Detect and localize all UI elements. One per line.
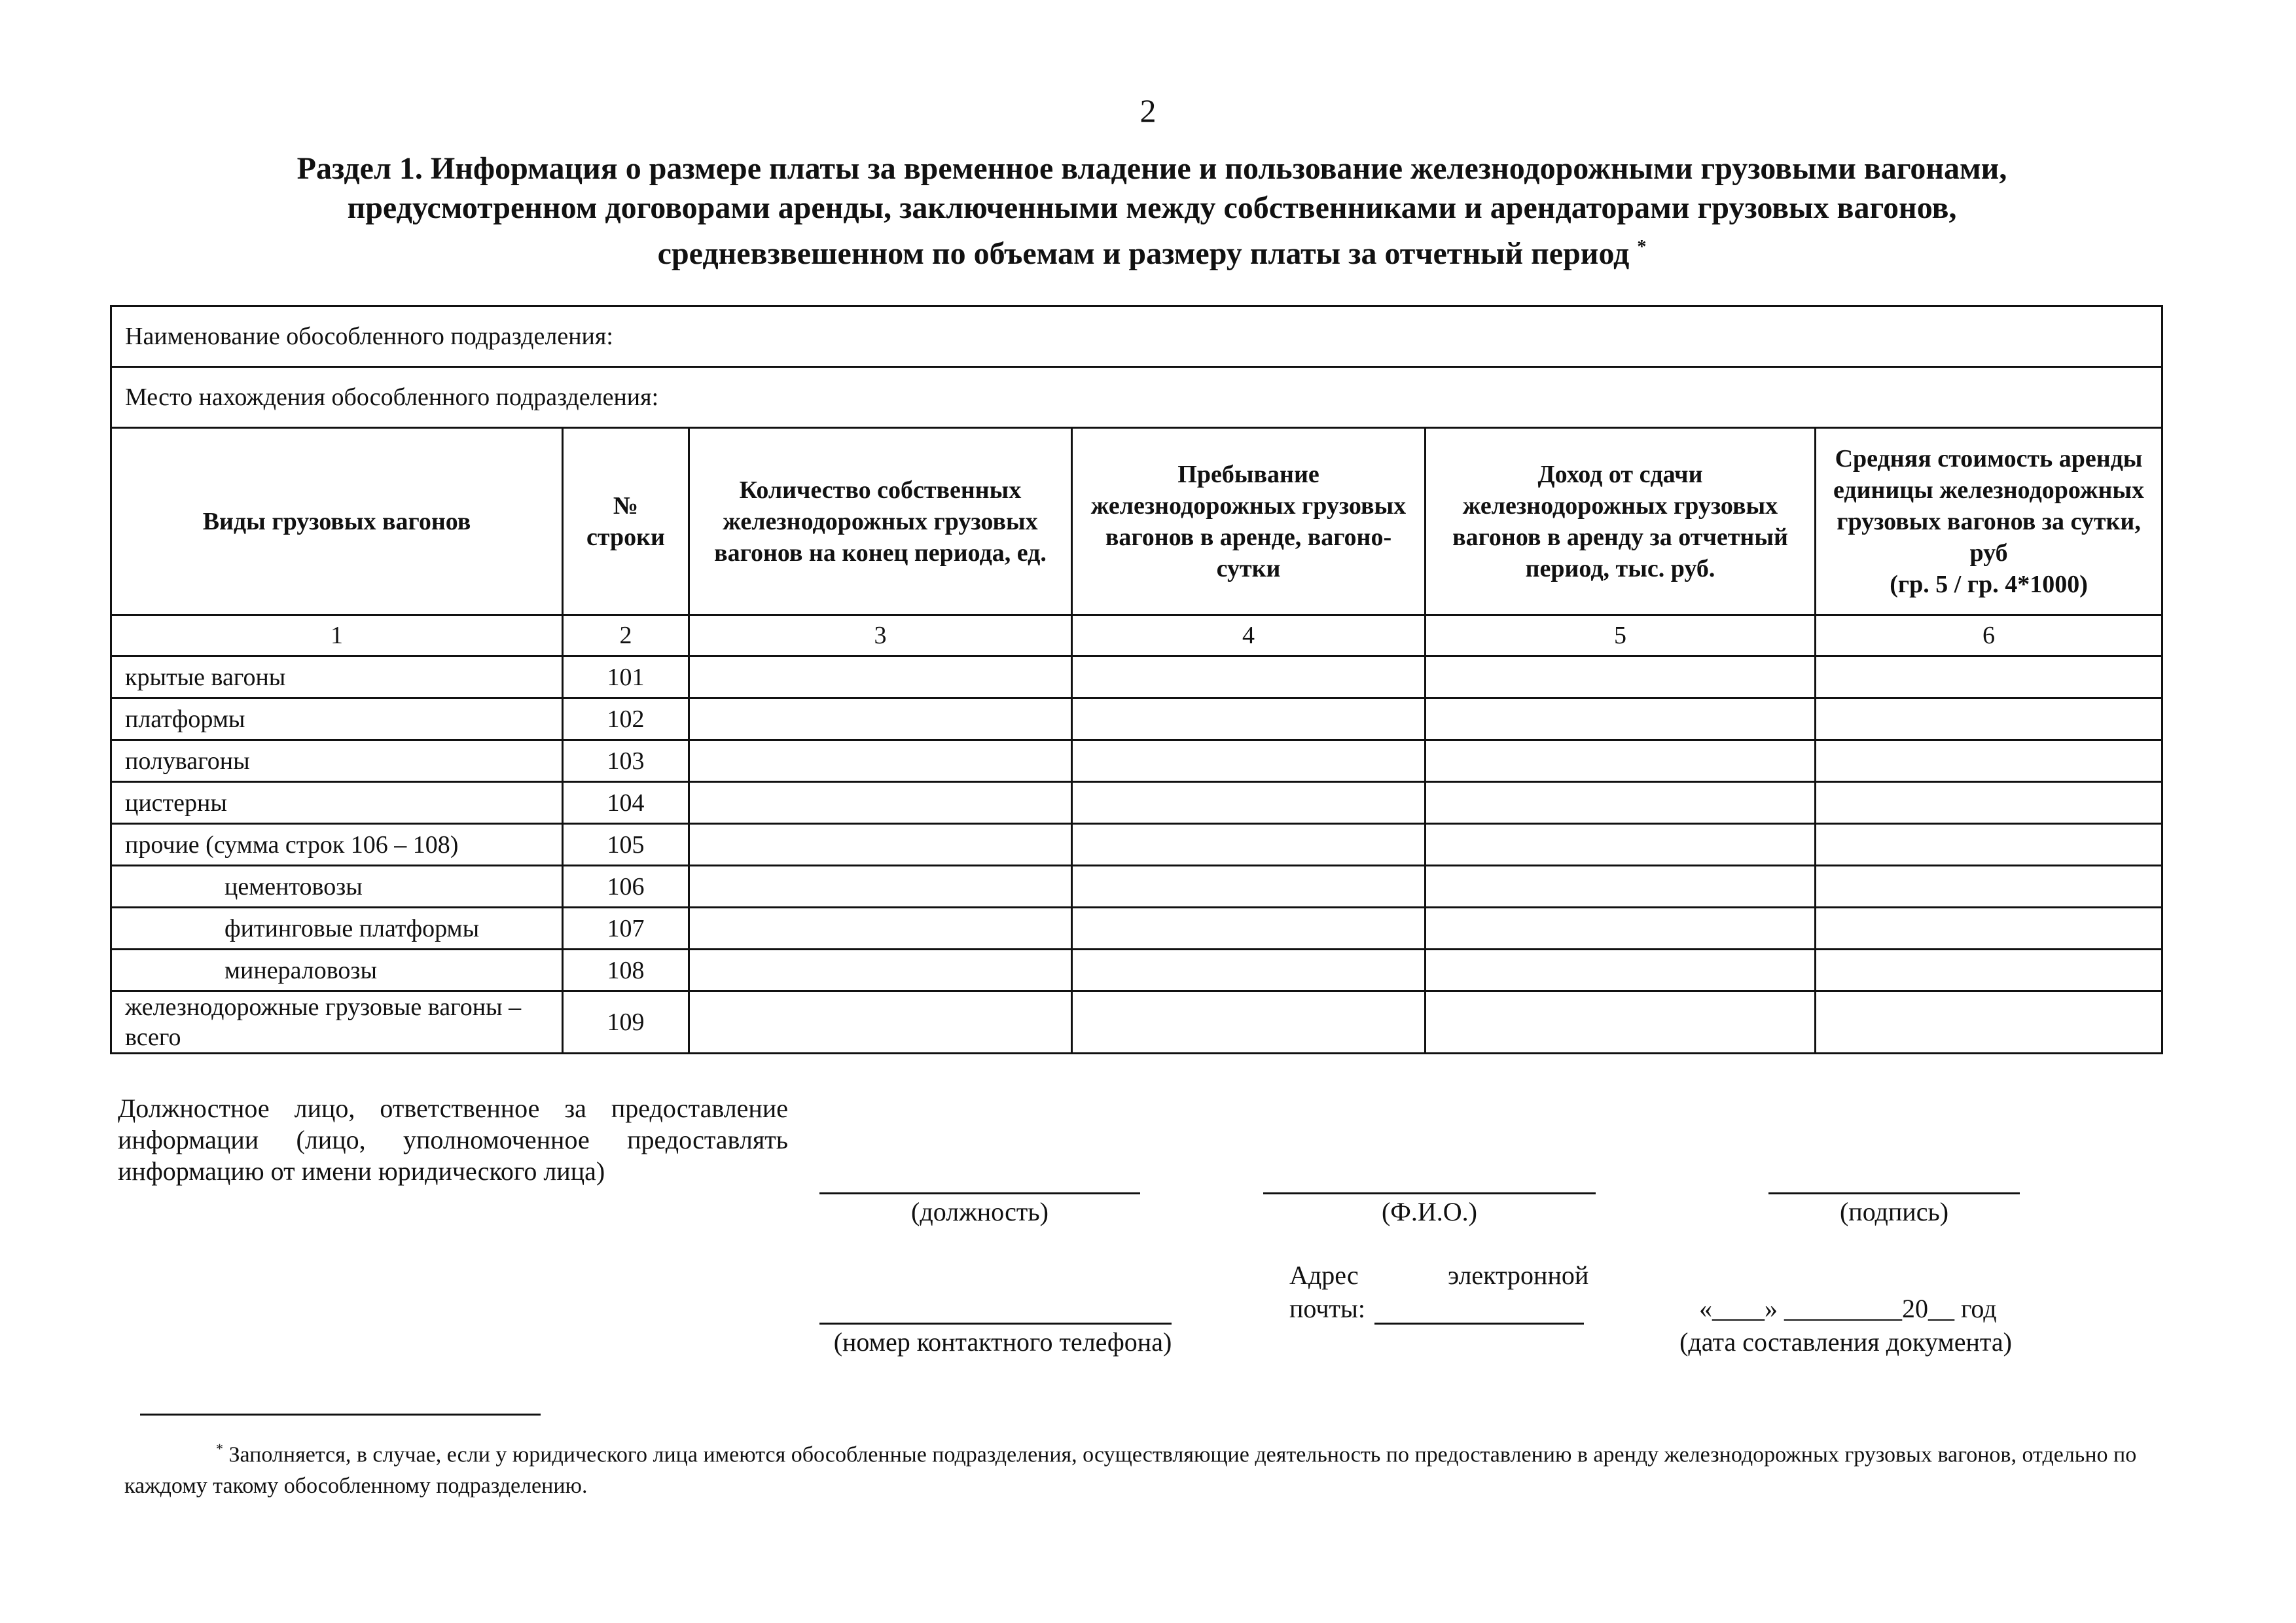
row-code: 108 [563,950,689,991]
header-wagon-days: Пребывание железнодорожных грузовых вагонов в аренде, вагоно-сутки [1072,428,1426,615]
input-cell[interactable] [689,908,1072,950]
page-number: 2 [1139,92,1157,129]
input-cell[interactable] [689,866,1072,908]
full-name-caption: (Ф.И.О.) [1381,1197,1477,1226]
row-code: 103 [563,740,689,782]
subdivision-name-row [111,306,2162,367]
footnote [124,1433,2147,1502]
column-number: 2 [563,615,689,656]
input-cell[interactable] [1816,950,2162,991]
row-label: цементовозы [111,866,563,908]
input-cell[interactable] [1072,656,1426,698]
input-cell[interactable] [1072,782,1426,824]
responsible-official-note: Должностное лицо, ответственное за предоставление информации (лицо, уполномоченное предоставлять информацию от имени юридического лица) [118,1094,788,1186]
row-label: минераловозы [111,950,563,991]
column-number: 4 [1072,615,1426,656]
row-code: 105 [563,824,689,866]
email-label-part-2: электронной [1448,1260,1589,1290]
input-cell[interactable] [1072,740,1426,782]
input-cell[interactable] [1816,991,2162,1054]
subdivision-name-field[interactable] [111,306,2162,367]
input-cell[interactable] [689,656,1072,698]
header-rental-income: Доход от сдачи железнодорожных грузовых вагонов в аренду за отчетный период, тыс. руб. [1426,428,1816,615]
footnote-separator [140,1414,541,1416]
input-cell[interactable] [1816,740,2162,782]
table-row [111,991,2162,1054]
subdivision-location-row [111,367,2162,428]
input-cell[interactable] [1426,782,1816,824]
header-row-number: № строки [563,428,689,615]
header-owned-wagons: Количество собственных железнодорожных грузовых вагонов на конец периода, ед. [689,428,1072,615]
report-table [110,305,2163,1054]
table-header-row [111,428,2162,615]
phone-caption: (номер контактного телефона) [833,1327,1172,1357]
input-cell[interactable] [689,824,1072,866]
column-number: 3 [689,615,1072,656]
section-title-line-2: предусмотренном договорами аренды, заключенными между собственниками и арендаторами грузовых вагонов, [347,190,1957,225]
email-label-part-3: почты: [1289,1294,1365,1323]
section-title [170,149,2134,274]
input-cell[interactable] [689,950,1072,991]
header-wagon-types: Виды грузовых вагонов [111,428,563,615]
section-title-line-1: Раздел 1. Информация о размере платы за временное владение и пользование железнодорожными грузовыми вагонами, [296,151,2007,186]
position-caption: (должность) [911,1197,1049,1226]
input-cell[interactable] [1426,740,1816,782]
row-label: фитинговые платформы [111,908,563,950]
header-average-cost-formula: (гр. 5 / гр. 4*1000) [1890,570,2088,598]
table-row [111,698,2162,740]
email-label-part-1: Адрес [1289,1260,1359,1290]
input-cell[interactable] [689,698,1072,740]
row-code: 104 [563,782,689,824]
header-average-cost [1816,428,2162,615]
document-date-line[interactable]: «____» _________20__ год [1699,1294,1997,1323]
subdivision-location-label: Место нахождения обособленного подразделения: [125,383,659,411]
phone-line[interactable] [819,1323,1172,1325]
footnote-text: Заполняется, в случае, если у юридического лица имеются обособленные подразделения, осуществляющие деятельность по предоставлению в аренду железнодорожных грузовых вагонов, отдельно по каждому такому обособленному подразделению. [124,1442,2137,1499]
input-cell[interactable] [1072,908,1426,950]
input-cell[interactable] [1816,824,2162,866]
table-row [111,950,2162,991]
input-cell[interactable] [1426,950,1816,991]
input-cell[interactable] [1426,866,1816,908]
table-row [111,656,2162,698]
section-title-line-3-text: средневзвешенном по объемам и размеру платы за отчетный период [657,236,1630,271]
row-code: 101 [563,656,689,698]
row-code: 106 [563,866,689,908]
row-label: полувагоны [111,740,563,782]
full-name-line[interactable] [1263,1192,1596,1194]
signature-caption: (подпись) [1839,1197,1949,1226]
signature-line[interactable] [1768,1192,2020,1194]
input-cell[interactable] [1072,824,1426,866]
table-row [111,740,2162,782]
input-cell[interactable] [1426,824,1816,866]
row-code: 107 [563,908,689,950]
column-number: 1 [111,615,563,656]
position-line[interactable] [819,1192,1140,1194]
row-code: 102 [563,698,689,740]
input-cell[interactable] [1426,656,1816,698]
input-cell[interactable] [1072,698,1426,740]
input-cell[interactable] [1426,908,1816,950]
input-cell[interactable] [1072,950,1426,991]
input-cell[interactable] [1072,991,1426,1054]
section-title-line-3 [170,228,2134,274]
input-cell[interactable] [1816,908,2162,950]
row-label: прочие (сумма строк 106 – 108) [111,824,563,866]
input-cell[interactable] [1426,698,1816,740]
input-cell[interactable] [689,991,1072,1054]
input-cell[interactable] [1816,698,2162,740]
table-row [111,782,2162,824]
input-cell[interactable] [1426,991,1816,1054]
column-number-row [111,615,2162,656]
input-cell[interactable] [689,782,1072,824]
input-cell[interactable] [1816,782,2162,824]
row-code: 109 [563,991,689,1054]
table-row [111,908,2162,950]
email-line[interactable] [1374,1323,1584,1325]
column-number: 5 [1426,615,1816,656]
document-date-caption: (дата составления документа) [1679,1327,2012,1357]
column-number: 6 [1816,615,2162,656]
table-row [111,824,2162,866]
input-cell[interactable] [1816,656,2162,698]
footnote-mark: * [216,1440,223,1457]
row-label: крытые вагоны [111,656,563,698]
input-cell[interactable] [689,740,1072,782]
input-cell[interactable] [1072,866,1426,908]
section-title-footnote-mark: * [1637,237,1647,257]
row-label: железнодорожные грузовые вагоны – всего [111,991,563,1054]
subdivision-location-field[interactable] [111,367,2162,428]
subdivision-name-label: Наименование обособленного подразделения: [125,323,613,350]
input-cell[interactable] [1816,866,2162,908]
row-label: цистерны [111,782,563,824]
header-average-cost-text: Средняя стоимость аренды единицы железнодорожных грузовых вагонов за сутки, руб [1833,444,2145,567]
row-label: платформы [111,698,563,740]
table-row [111,866,2162,908]
